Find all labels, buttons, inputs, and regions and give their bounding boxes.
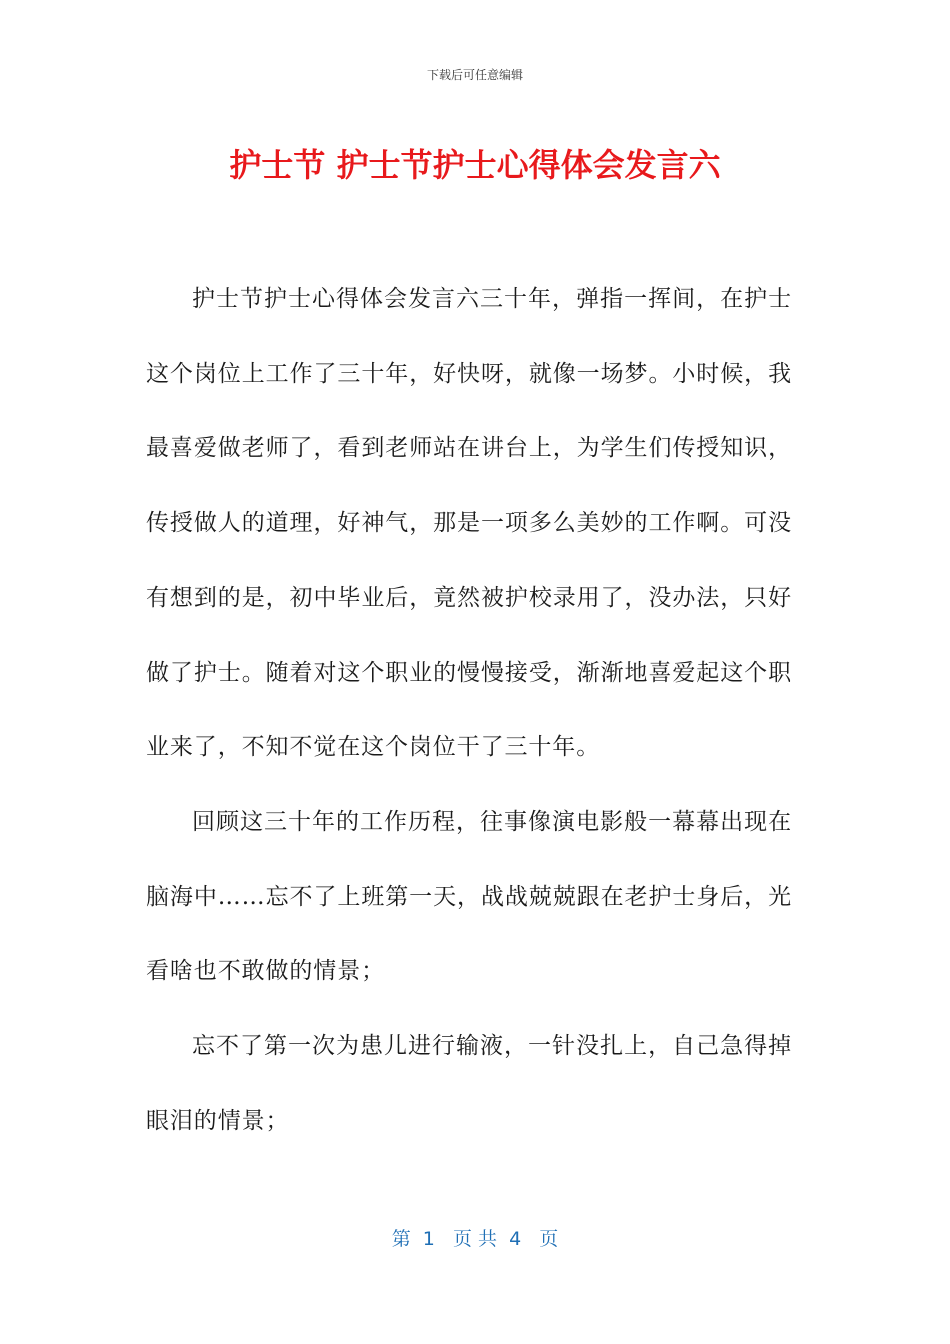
document-body bbox=[146, 262, 792, 1158]
paragraph: 忘不了第一次为患儿进行输液，一针没扎上，自己急得掉眼泪的情景； bbox=[146, 1033, 792, 1134]
document-title: 护士节 护士节护士心得体会发言六 bbox=[229, 146, 721, 184]
paragraph: 回顾这三十年的工作历程，往事像演电影般一幕幕出现在脑海中……忘不了上班第一天，战战兢兢跟在老护士身后，光看啥也不敢做的情景； bbox=[146, 808, 792, 985]
paragraph: 护士节护士心得体会发言六三十年，弹指一挥间，在护士这个岗位上工作了三十年，好快呀，就像一场梦。小时候，我最喜爱做老师了，看到老师站在讲台上，为学生们传授知识，传授做人的道理，好神气，那是一项多么美妙的工作啊。可没有想到的是，初中毕业后，竟然被护校录用了，没办法，只好做了护士。随着对这个职业的慢慢接受，渐渐地喜爱起这个职业来了，不知不觉在这个岗位干了三十年。 bbox=[146, 286, 792, 761]
page-header-note: 下载后可任意编辑 bbox=[426, 68, 523, 82]
page-number-footer: 第 1 页 共 4 页 bbox=[391, 1228, 559, 1250]
